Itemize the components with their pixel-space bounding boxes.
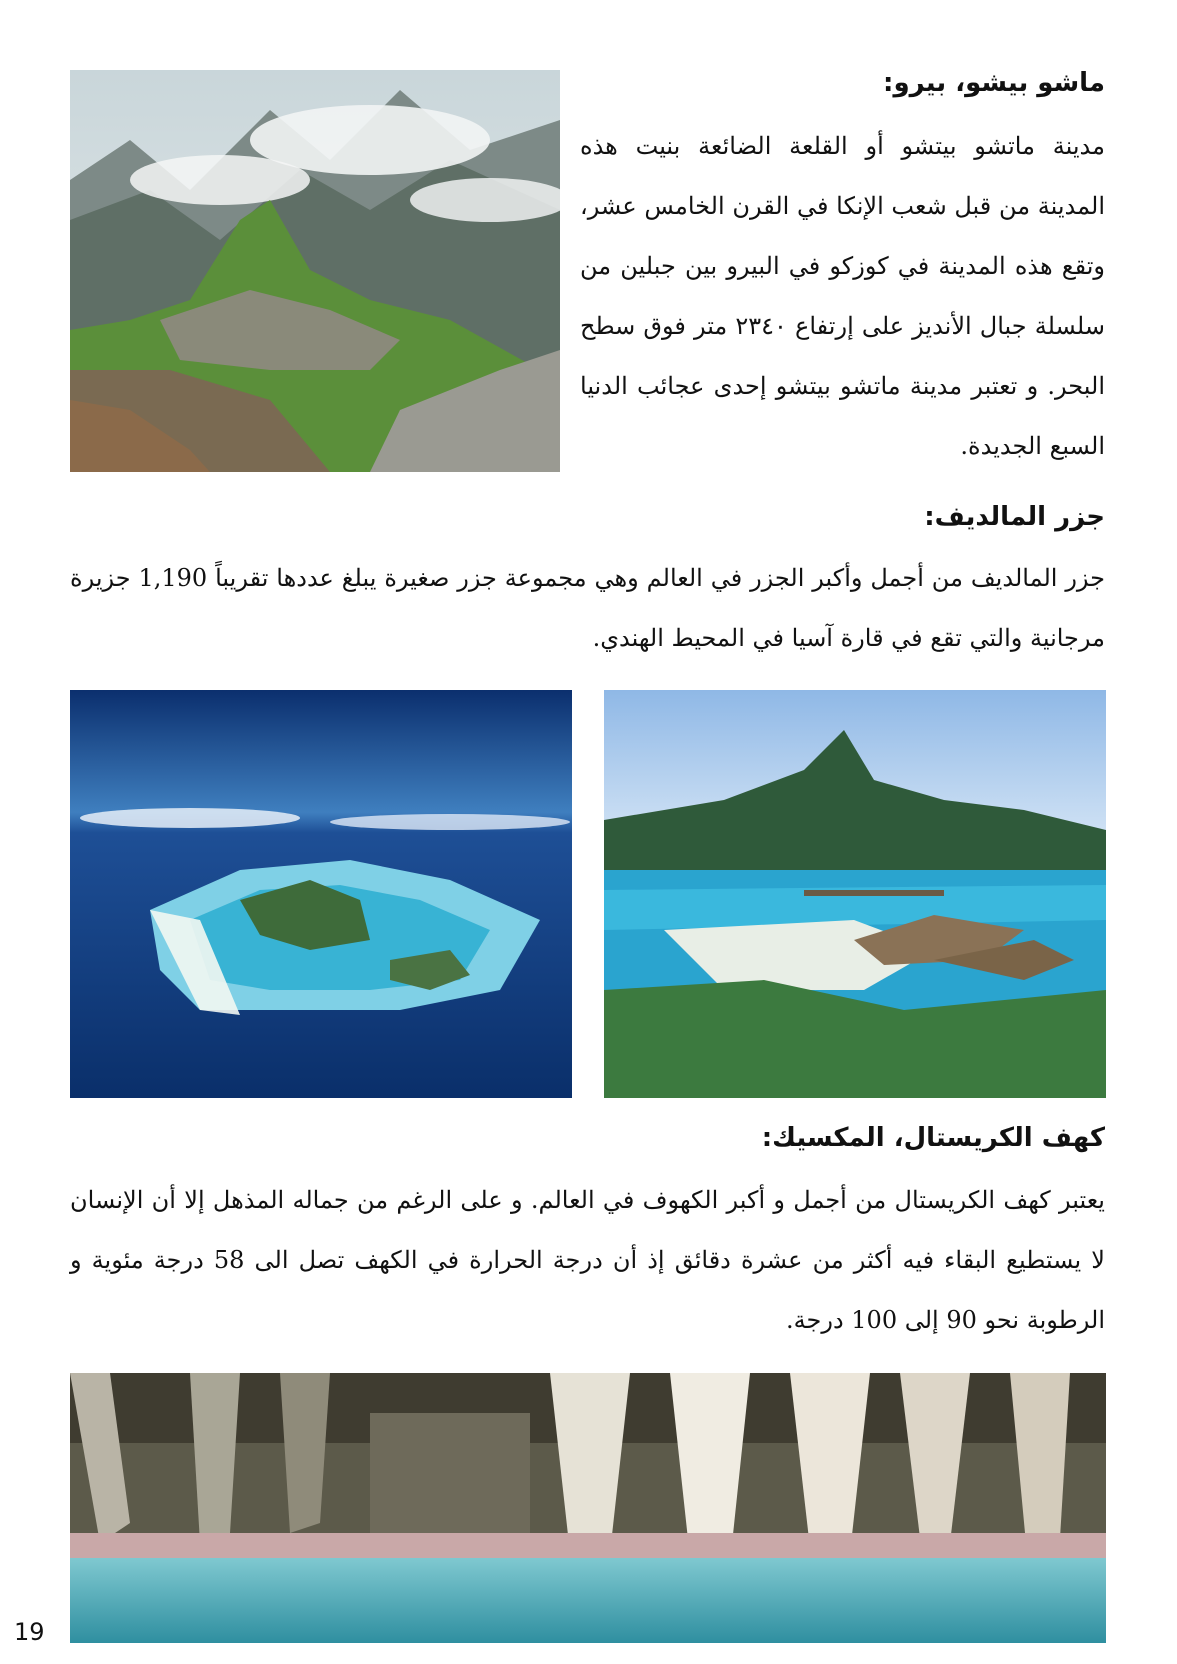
machu-picchu-photo <box>70 70 560 472</box>
cave-body: يعتبر كهف الكريستال من أجمل و أكبر الكهوف في العالم. و على الرغم من جماله المذهل إلا أن الإنسان لا يستطيع البقاء فيه أكثر من عشرة دقائق إذ أن درجة الحرارة في الكهف تصل الى 58 درجة مئوية و الرطوبة نحو 90 إلى 100 درجة. <box>70 1186 1105 1334</box>
cave-photo <box>70 1373 1106 1643</box>
island-resort-photo <box>604 690 1106 1098</box>
maldives-body: جزر المالديف من أجمل وأكبر الجزر في العالم وهي مجموعة جزر صغيرة يبلغ عددها تقريباً 1,190 جزيرة مرجانية والتي تقع في قارة آسيا في المحيط الهندي. <box>70 564 1106 652</box>
maldives-heading: جزر المالديف: <box>924 502 1105 532</box>
machu-body: مدينة ماتشو بيتشو أو القلعة الضائعة بنيت هذه المدينة من قبل شعب الإنكا في القرن الخامس عشر، وتقع هذه المدينة في كوزكو في البيرو بين جبلين من سلسلة جبال الأنديز على إرتفاع ٢٣٤٠ متر فوق سطح البحر. و تعتبر مدينة ماتشو بيتشو إحدى عجائب الدنيا السبع الجديدة. <box>580 132 1105 460</box>
page-number: 19 <box>14 1618 45 1646</box>
atoll-aerial-photo <box>70 690 572 1098</box>
cave-heading: كهف الكريستال، المكسيك: <box>761 1123 1105 1153</box>
machu-heading: ماشو بيشو، بيرو: <box>883 68 1105 98</box>
